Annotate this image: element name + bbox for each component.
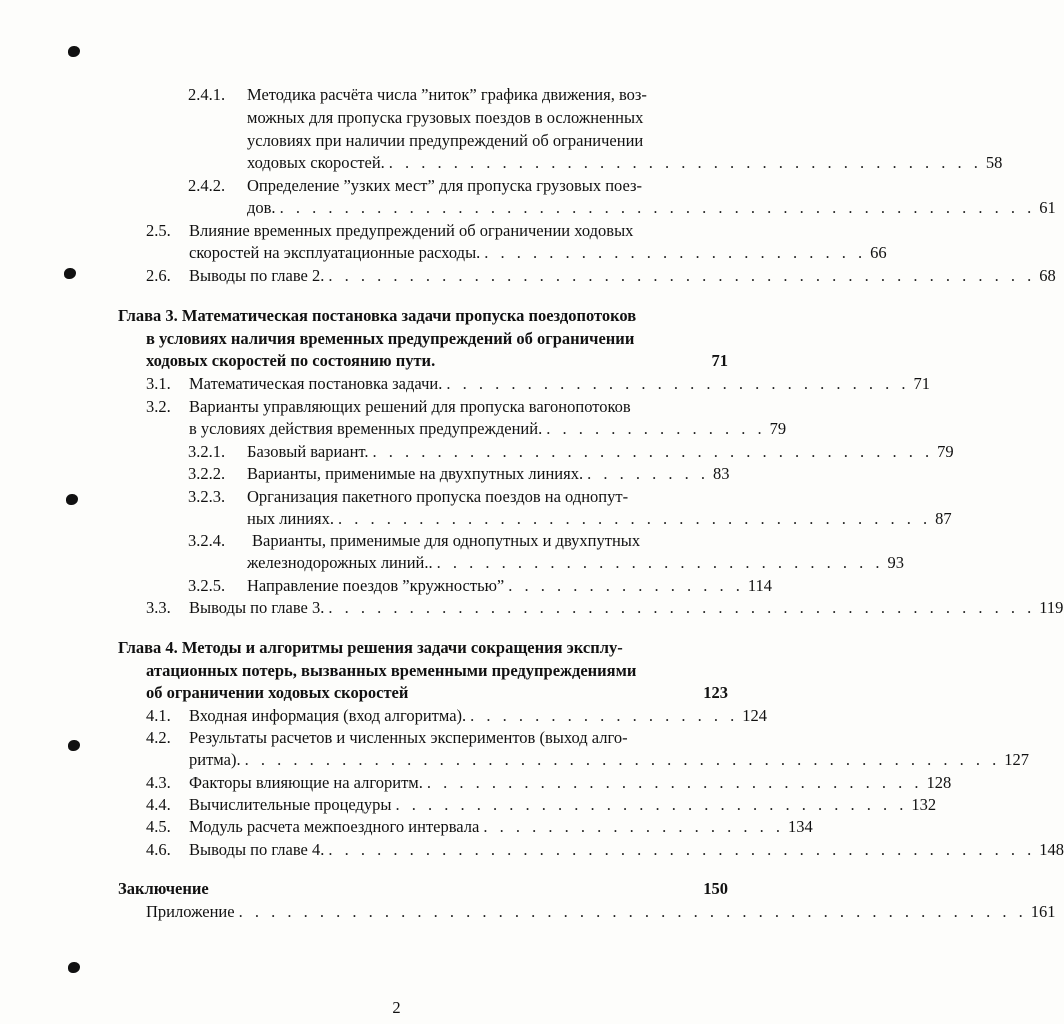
- chapter-heading: атационных потерь, вызванных временными предупреждениями: [146, 661, 637, 680]
- chapter-heading: Глава 4. Методы и алгоритмы решения задачи сокращения эксплу-: [118, 638, 623, 657]
- toc-entry-number: 3.2.3.: [188, 487, 226, 506]
- punch-hole-mark: [68, 46, 80, 57]
- toc-entry-text: можных для пропуска грузовых поездов в осложненных: [247, 108, 644, 127]
- leader-dots: . . . . . . . . . . . . . . . . . . . . . . . . . . . . . . . . . . . . . . . . . . . .: [328, 266, 1036, 285]
- toc-entry-last-line: [247, 441, 954, 463]
- toc-page-number: 87: [935, 509, 952, 528]
- toc-entry-number: 3.2.: [146, 397, 171, 416]
- toc-entry-text: ходовых скоростей.: [247, 153, 385, 172]
- leader-dots: . . . . . . . . . . . . . . . . . . . . . . . . . . . . . . . . . . . . .: [337, 509, 932, 528]
- leader-space: [209, 878, 704, 900]
- toc-entry-text: Выводы по главе 4.: [189, 840, 325, 859]
- chapter-heading: Глава 3. Математическая постановка задачи пропуска поездопотоков: [118, 306, 637, 325]
- toc-entry-number: 3.1.: [146, 374, 171, 393]
- leader-dots: . . . . . . . . . . . . . . . . . . . . . . . . . . . . . . . .: [395, 795, 908, 814]
- chapter-heading-last-line: [146, 350, 728, 372]
- toc-entry-number: 4.2.: [146, 728, 171, 747]
- leader-dots: . . . . . . . . . . . . . . . . . . . . . . . . . . . .: [436, 553, 884, 572]
- toc-entry-text: Факторы влияющие на алгоритм.: [189, 773, 423, 792]
- toc-page-number: 132: [911, 795, 937, 814]
- toc-entry-text: Выводы по главе 2.: [189, 266, 325, 285]
- toc-entry-number: 3.2.2.: [188, 464, 226, 483]
- leader-space: [408, 682, 703, 704]
- toc-entry-text: в условиях действия временных предупреждений.: [189, 419, 543, 438]
- toc-page-number: 114: [747, 576, 773, 595]
- leader-dots: . . . . . . . . . . . . . .: [546, 419, 766, 438]
- punch-hole-mark: [64, 268, 76, 279]
- toc-entry-last-line: [189, 794, 937, 816]
- toc-page-number: 79: [769, 419, 787, 438]
- toc-entry-text: Модуль расчета межпоездного интервала: [189, 817, 480, 836]
- toc-page-number: 119: [1039, 598, 1064, 617]
- toc-entry-number: 2.6.: [146, 266, 171, 285]
- toc-entry-text: Варианты, применимые для однопутных и двухпутных: [252, 531, 641, 550]
- appendix-row: [146, 901, 1056, 923]
- conclusion-heading: Заключение: [118, 879, 209, 898]
- leader-dots: . . . . . . . . . . . . . . . . .: [470, 706, 739, 725]
- toc-entry-last-line: [189, 265, 1056, 287]
- toc-entry-text: Выводы по главе 3.: [189, 598, 325, 617]
- toc-page-number: 128: [926, 773, 952, 792]
- toc-page-number: 150: [703, 879, 728, 898]
- toc-entry-text: скоростей на эксплуатационные расходы.: [189, 243, 481, 262]
- chapter-heading: об ограничении ходовых скоростей: [146, 683, 409, 702]
- toc-entry-last-line: [247, 463, 728, 485]
- toc-entry-text: Определение ”узких мест” для пропуска грузовых поез-: [247, 176, 643, 195]
- toc-entry-number: 2.4.2.: [188, 176, 226, 195]
- toc-page-number: 61: [1039, 198, 1056, 217]
- toc-entry-number: 3.2.5.: [188, 576, 226, 595]
- toc-entry-text: Варианты, применимые на двухпутных линиях.: [247, 464, 584, 483]
- toc-page-number: 134: [787, 817, 813, 836]
- toc-entry-text: Влияние временных предупреждений об ограничении ходовых: [189, 221, 634, 240]
- toc-entry-last-line: [189, 772, 952, 794]
- toc-entry-last-line: [247, 552, 904, 574]
- leader-dots: . . . . . . . . . . . . . . . . . . . . . . . . . . . . . . .: [426, 773, 923, 792]
- leader-space: [435, 350, 711, 372]
- appendix-heading: Приложение: [146, 902, 235, 921]
- toc-page-number: 71: [711, 351, 728, 370]
- toc-entry-number: 2.5.: [146, 221, 171, 240]
- toc-entry-last-line: [189, 373, 930, 395]
- toc-entry-text: Организация пакетного пропуска поездов на однопут-: [247, 487, 629, 506]
- toc-entry-text: дов.: [247, 198, 276, 217]
- leader-dots: . . . . . . . .: [587, 464, 709, 483]
- toc-entry-number: 4.1.: [146, 706, 171, 725]
- toc-entry-text: Входная информация (вход алгоритма).: [189, 706, 467, 725]
- toc-entry-number: 4.4.: [146, 795, 171, 814]
- toc-entry-text: ритма).: [189, 750, 241, 769]
- toc-page-number: 58: [985, 153, 1003, 172]
- toc-entry-text: ных линиях.: [247, 509, 334, 528]
- leader-dots: . . . . . . . . . . . . . . . . . . . . . . . . . . . . . . . . . . . . . . . . . . . .: [328, 840, 1036, 859]
- toc-entry-number: 2.4.1.: [188, 85, 226, 104]
- leader-dots: . . . . . . . . . . . . . . . . . . . . . . . . . . . . . . . . . . . . . . . . . . . . . . .: [244, 750, 1001, 769]
- punch-hole-mark: [66, 494, 78, 505]
- chapter-heading: в условиях наличия временных предупреждений об ограничении: [146, 329, 635, 348]
- toc-entry-text: Базовый вариант.: [247, 442, 369, 461]
- toc-entry-last-line: [247, 152, 1003, 174]
- toc-entry-last-line: [189, 418, 787, 440]
- toc-entry-number: 3.2.4.: [188, 531, 226, 550]
- toc-page-number: 161: [1030, 902, 1056, 921]
- punch-hole-mark: [68, 962, 80, 973]
- toc-page-number: 124: [742, 706, 768, 725]
- toc-entry-last-line: [189, 816, 813, 838]
- leader-dots: . . . . . . . . . . . . . . . . . . . . . . . . . . . . . . . . . . . . . . . . . . . .: [328, 598, 1036, 617]
- toc-page-number: 127: [1004, 750, 1029, 769]
- page-number: 2: [392, 998, 401, 1017]
- toc-page-number: 83: [712, 464, 730, 483]
- toc-page-number: 71: [913, 374, 930, 393]
- chapter-heading: ходовых скоростей по состоянию пути.: [146, 351, 436, 370]
- toc-entry-text: Методика расчёта числа ”ниток” графика движения, воз-: [247, 85, 647, 104]
- toc-entry-number: 4.3.: [146, 773, 171, 792]
- toc-entry-text: железнодорожных линий..: [247, 553, 433, 572]
- toc-page-number: 93: [887, 553, 904, 572]
- toc-page-number: 79: [937, 442, 954, 461]
- toc-page-number: 68: [1039, 266, 1056, 285]
- chapter-heading-last-line: [146, 682, 728, 704]
- leader-dots: . . . . . . . . . . . . . . . . . . .: [483, 817, 784, 836]
- toc-entry-number: 3.3.: [146, 598, 171, 617]
- punch-hole-mark: [68, 740, 80, 751]
- toc-entry-text: Варианты управляющих решений для пропуска вагонопотоков: [189, 397, 631, 416]
- toc-entry-last-line: [189, 839, 1064, 861]
- toc-entry-number: 3.2.1.: [188, 442, 226, 461]
- leader-dots: . . . . . . . . . . . . . . . . . . . . . . . .: [484, 243, 867, 262]
- leader-dots: . . . . . . . . . . . . . . .: [508, 576, 744, 595]
- conclusion-heading-row: [118, 878, 728, 900]
- toc-entry-last-line: [247, 575, 773, 597]
- toc-entry-text: условиях при наличии предупреждений об ограничении: [247, 131, 644, 150]
- toc-page-number: 148: [1039, 840, 1064, 859]
- toc-entry-last-line: [189, 749, 1029, 771]
- toc-entry-last-line: [189, 597, 1064, 619]
- toc-entry-last-line: [247, 197, 1056, 219]
- toc-entry-last-line: [189, 242, 887, 264]
- toc-entry-text: Результаты расчетов и численных экспериментов (выход алго-: [189, 728, 628, 747]
- leader-dots: . . . . . . . . . . . . . . . . . . . . . . . . . . . . . . . . . . .: [372, 442, 934, 461]
- toc-entry-number: 4.5.: [146, 817, 171, 836]
- toc-page-number: 123: [703, 683, 728, 702]
- toc-entry-text: Математическая постановка задачи.: [189, 374, 443, 393]
- toc-page-number: 66: [870, 243, 887, 262]
- toc-entry-last-line: [247, 508, 952, 530]
- leader-dots: . . . . . . . . . . . . . . . . . . . . . . . . . . . . . . . . . . . . .: [388, 153, 982, 172]
- toc-entry-text: Направление поездов ”кружностью”: [247, 576, 505, 595]
- toc-entry-number: 4.6.: [146, 840, 171, 859]
- toc-entry-last-line: [189, 705, 768, 727]
- leader-dots: . . . . . . . . . . . . . . . . . . . . . . . . . . . . . . . . . . . . . . . . . . . . . . .: [279, 198, 1036, 217]
- leader-dots: . . . . . . . . . . . . . . . . . . . . . . . . . . . . . . . . . . . . . . . . . . . . . . . . .: [238, 902, 1027, 921]
- leader-dots: . . . . . . . . . . . . . . . . . . . . . . . . . . . . .: [446, 374, 910, 393]
- toc-entry-text: Вычислительные процедуры: [189, 795, 392, 814]
